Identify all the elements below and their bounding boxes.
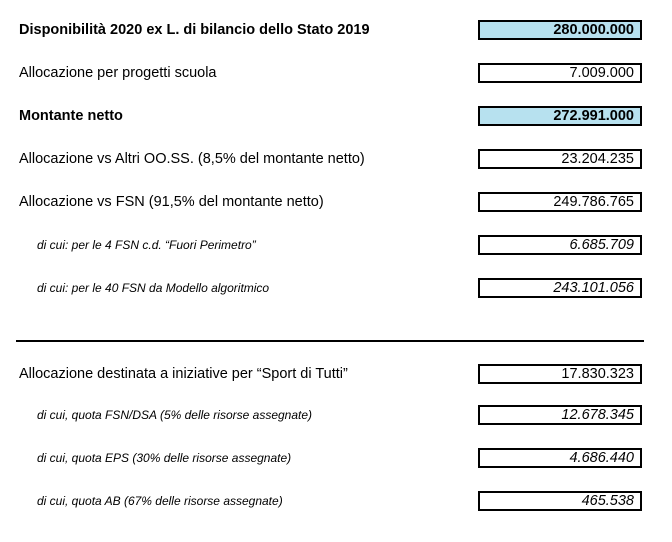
row-label: di cui: per le 4 FSN c.d. “Fuori Perimetro”: [37, 238, 256, 252]
value-cell: 272.991.000: [478, 106, 642, 126]
value-cell: 6.685.709: [478, 235, 642, 255]
row-label: Allocazione vs FSN (91,5% del montante netto): [19, 194, 324, 210]
row-label: Disponibilità 2020 ex L. di bilancio dello Stato 2019: [19, 22, 370, 38]
row-label: di cui: per le 40 FSN da Modello algoritmico: [37, 281, 270, 295]
row-label: Allocazione per progetti scuola: [19, 65, 217, 81]
row-label: di cui, quota FSN/DSA (5% delle risorse assegnate): [37, 408, 313, 422]
value-cell: 23.204.235: [478, 149, 642, 169]
value-cell: 12.678.345: [478, 405, 642, 425]
row-label: Allocazione vs Altri OO.SS. (8,5% del montante netto): [19, 151, 365, 167]
value-cell: 7.009.000: [478, 63, 642, 83]
value-cell: 249.786.765: [478, 192, 642, 212]
row-label: di cui, quota EPS (30% delle risorse assegnate): [37, 451, 292, 465]
value-cell: 4.686.440: [478, 448, 642, 468]
value-cell: 17.830.323: [478, 364, 642, 384]
row-label: Montante netto: [19, 108, 123, 124]
row-label: di cui, quota AB (67% delle risorse assegnate): [37, 494, 283, 508]
section-divider: [16, 340, 644, 342]
value-cell: 243.101.056: [478, 278, 642, 298]
value-cell: 280.000.000: [478, 20, 642, 40]
row-label: Allocazione destinata a iniziative per “Sport di Tutti”: [19, 366, 348, 382]
value-cell: 465.538: [478, 491, 642, 511]
